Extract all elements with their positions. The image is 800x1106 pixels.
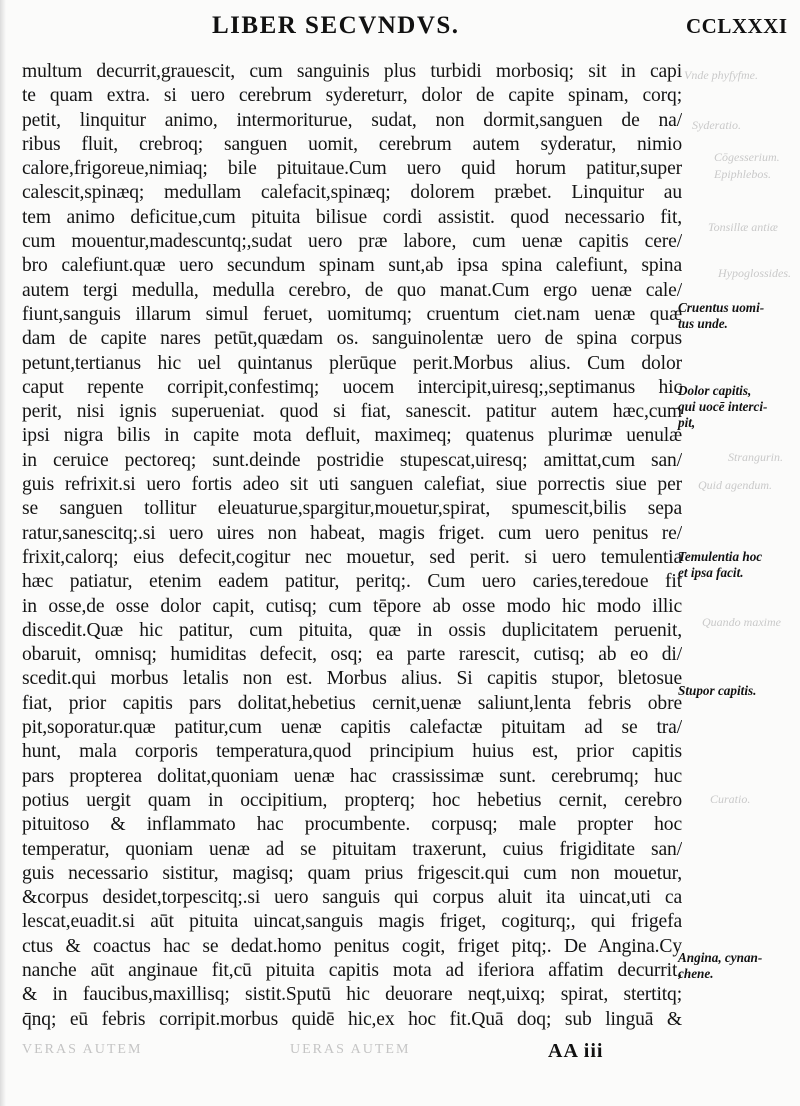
text-line: tem animo deficitue,cum pituita bilisue cordi assistit. quod necessario fit, bbox=[22, 206, 682, 228]
show-through-text: Tonsillæ antiæ bbox=[708, 220, 778, 234]
marginal-note-temulentia bbox=[678, 549, 796, 581]
text-line: in osse,de osse dolor capit, cutisq; cum tēpore ab osse modo hic modo illic bbox=[22, 595, 682, 617]
show-through-text: Epiphlebos. bbox=[714, 167, 771, 181]
show-through-text: Quid agendum. bbox=[698, 478, 772, 492]
text-line: caput repente corripit,confestimq; uocem intercipit,uiresq;,septimanus hic bbox=[22, 376, 682, 398]
text-line: dam de capite nares petūt,quædam os. sanguinolentæ uero de spina corpus bbox=[22, 328, 682, 350]
text-line: ctus & coactus hac se dedat.homo penitus cogit, friget pitq;. De Angina.Cy bbox=[22, 935, 682, 957]
signature-mark: AA iii bbox=[548, 1040, 604, 1062]
text-line: cum mouentur,madescuntq;,sudat uero præ labore, cum uenæ capitis cere/ bbox=[22, 231, 682, 253]
text-line: bro calefiunt.quæ uero secundum spinam sunt,ab ipsa spina calefiunt, spina bbox=[22, 255, 682, 277]
text-line: &corpus desidet,torpescitq;.si uero sanguis qui corpus aluit ita uincat,uti ca bbox=[22, 887, 682, 909]
show-through-text: Strangurin. bbox=[728, 450, 784, 464]
text-line: se sanguen tollitur eleuaturue,spargitur,mouetur,spirat, spumescit,bilis sepa bbox=[22, 498, 682, 520]
running-title: LIBER SECVNDVS. bbox=[212, 12, 460, 39]
text-line: ipsi nigra bilis in capite mota defluit, maximeq; quatenus plurimæ uenulæ bbox=[22, 425, 682, 447]
marginal-note-line: Temulentia hoc bbox=[678, 549, 763, 564]
text-line: obaruit, omnisq; humiditas defecit, osq; ea parte rarescit, cutisq; ab eo di/ bbox=[22, 644, 682, 666]
marginal-note-stupor bbox=[678, 683, 796, 699]
text-line: fiat, prior capitis pars dolitat,hebetius cernit,uenæ saliunt,lenta febris obre bbox=[22, 692, 682, 714]
show-through-text: Quando maxime bbox=[702, 615, 781, 629]
text-line: fiunt,sanguis illarum simul feruet, uomitumq; cruentum ciet.nam uenæ quæ bbox=[22, 303, 682, 325]
marginal-note-line: Cruentus uomi- bbox=[678, 300, 765, 315]
show-through-text: Syderatio. bbox=[692, 118, 741, 132]
text-line: petit, linquitur animo, intermoriturue, sudat, non dormit,sanguen de na/ bbox=[22, 109, 682, 131]
text-line: lescat,euadit.si aūt pituita uincat,sanguis magis friget, cogiturq;, qui frigefa bbox=[22, 911, 682, 933]
marginal-note-line: pit, bbox=[678, 415, 696, 430]
show-through-text: Vnde phyfyfme. bbox=[684, 68, 758, 82]
text-line: ratur,sanescitq;.si uero uires non habeat, magis friget. cum uero penitus re/ bbox=[22, 522, 682, 544]
marginal-note-angina bbox=[678, 950, 796, 982]
text-line: autem tergi medulla, medulla cerebro, de quo manat.Cum ergo uenæ cale/ bbox=[22, 279, 682, 301]
text-line: calescit,spinæq; medullam calefacit,spinæq; dolorem præbet. Linquitur au bbox=[22, 182, 682, 204]
show-through-text: Hypoglossides. bbox=[718, 266, 791, 280]
text-line: & in faucibus,maxillisq; sistit.Sputū hic deuorare neqt,uixq; spirat, stertitq; bbox=[22, 984, 682, 1006]
text-line: nanche aūt anginaue fit,cū pituita capitis mota ad iferiora affatim decurrit, bbox=[22, 959, 682, 981]
show-through-text: VERAS AUTEM bbox=[22, 1042, 143, 1057]
marginal-note-line: qui uocē interci- bbox=[678, 399, 768, 414]
text-line: guis refrixit.si uero fortis adeo sit uti sanguen calefiat, siue porrectis siue per bbox=[22, 474, 682, 496]
text-line: te quam extra. si uero cerebrum sydereturr, dolor de capite spinam, corq; bbox=[22, 85, 682, 107]
text-line: multum decurrit,grauescit, cum sanguinis plus turbidi morbosiq; sit in capi bbox=[22, 61, 682, 82]
gutter-shadow bbox=[0, 0, 6, 1106]
marginal-note-line: chene. bbox=[678, 966, 714, 981]
text-line: hæc patiatur, etenim eadem patitur, peritq;. Cum uero caries,teredoue fit bbox=[22, 571, 682, 593]
text-line: in ceruice pectoreq; sunt.deinde postridie stupescat,uiresq; amittat,cum san/ bbox=[22, 449, 682, 471]
show-through-text: UERAS AUTEM bbox=[290, 1042, 411, 1057]
text-line: perit, nisi ignis superueniat. quod si fiat, sanescit. patitur autem hæc,cum bbox=[22, 401, 682, 423]
show-through-text: Curatio. bbox=[710, 792, 751, 806]
marginal-note-line: Stupor capitis. bbox=[678, 683, 757, 698]
text-line: q̄nq; eū febris corripit.morbus quidē hic,ex hoc fit.Quā doq; sub linguā & bbox=[22, 1008, 682, 1030]
marginal-note-line: tus unde. bbox=[678, 316, 728, 331]
text-line: frixit,calorq; eius defecit,cogitur nec mouetur, sed perit. si uero temulentia bbox=[22, 546, 682, 568]
margin-column bbox=[678, 0, 800, 1106]
marginal-note-dolor bbox=[678, 383, 796, 431]
marginal-note-line: et ipsa facit. bbox=[678, 565, 744, 580]
text-line: scedit.qui morbus letalis non est. Morbus alius. Si capitis stupor, bletosue bbox=[22, 668, 682, 690]
text-line: pit,soporatur.quæ patitur,cum uenæ capitis calefactæ pituitam ad se tra/ bbox=[22, 717, 682, 739]
marginal-note-line: Dolor capitis, bbox=[678, 383, 752, 398]
marginal-note-line: Angina, cynan- bbox=[678, 950, 763, 965]
text-line: pars propterea dolitat,quoniam uenæ hac crassissimæ sunt. cerebrumq; huc bbox=[22, 765, 682, 787]
text-line: discedit.Quæ hic patitur, cum pituita, quæ in ossis duplicitatem peruenit, bbox=[22, 619, 682, 641]
text-line: petunt,tertianus hic uel quintanus plerūque perit.Morbus alius. Cum dolor bbox=[22, 352, 682, 374]
text-line: guis necessario sistitur, magisq; quam prius frigescit.qui cum non mouetur, bbox=[22, 862, 682, 884]
show-through-text: Cōgesserium. bbox=[714, 150, 780, 164]
main-text-block bbox=[22, 60, 682, 1032]
text-line: temperatur, quoniam uenæ ad se pituitam traxerunt, cuius frigiditate san/ bbox=[22, 838, 682, 860]
text-line: pituitoso & inflammato hac procumbente. corpusq; male propter hoc bbox=[22, 814, 682, 836]
text-line: calore,frigoreue,nimiaq; bile pituitaue.Cum uero quid horum patitur,super bbox=[22, 158, 682, 180]
text-line: hunt, mala corporis temperatura,quod principium huius est, prior capitis bbox=[22, 741, 682, 763]
text-line: potius uergit quam in occipitium, propterq; hoc hebetius cernit, cerebro bbox=[22, 789, 682, 811]
text-line: ribus fluit, crebroq; sanguen uomit, cerebrum autem syderatur, nimio bbox=[22, 133, 682, 155]
marginal-note-cruentus bbox=[678, 300, 796, 332]
folio-number: CCLXXXI bbox=[686, 14, 788, 38]
